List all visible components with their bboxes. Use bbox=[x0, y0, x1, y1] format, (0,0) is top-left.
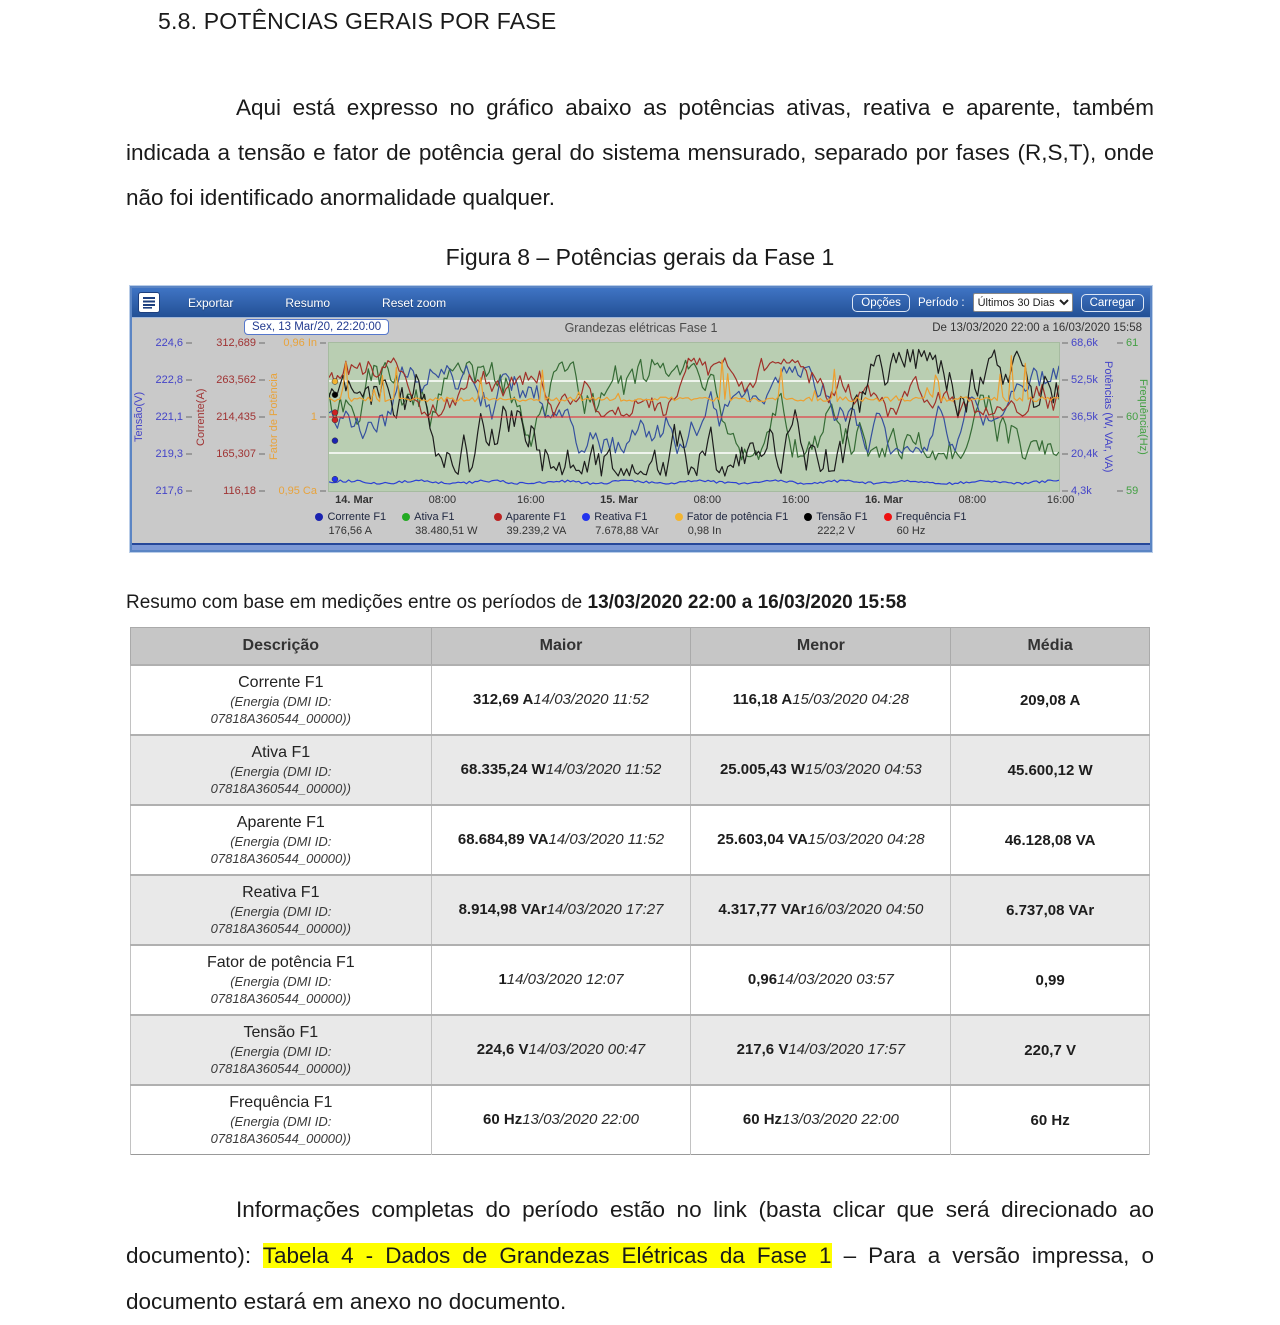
x-tick-label: 16:00 bbox=[516, 494, 545, 506]
x-tick-label: 08:00 bbox=[958, 494, 987, 506]
legend-series-value: 38.480,51 W bbox=[415, 525, 478, 537]
device-id: (Energia (DMI ID: 07818A360544_00000)) bbox=[210, 1114, 351, 1146]
axis-tick: 221,1 bbox=[155, 411, 192, 423]
legend-series-name: Tensão F1 bbox=[816, 511, 868, 523]
table-header-row bbox=[131, 628, 1150, 666]
device-id: (Energia (DMI ID: 07818A360544_00000)) bbox=[210, 694, 351, 726]
menor-value: 4.317,77 VAr16/03/2020 04:50 bbox=[718, 901, 924, 918]
tooltip-marker bbox=[332, 476, 338, 482]
legend-item[interactable] bbox=[315, 510, 386, 538]
period-select[interactable] bbox=[973, 293, 1073, 312]
frequencia-axis-ticks bbox=[1115, 337, 1139, 497]
series-line bbox=[329, 358, 1059, 417]
figure-caption: Figura 8 – Potências gerais da Fase 1 bbox=[445, 244, 835, 270]
legend-series-name: Reativa F1 bbox=[594, 511, 648, 523]
legend-item[interactable] bbox=[494, 510, 567, 538]
menu-icon[interactable] bbox=[138, 292, 160, 313]
chart-date-range: De 13/03/2020 22:00 a 16/03/2020 15:58 bbox=[932, 322, 1142, 334]
axis-tick: 165,307 bbox=[216, 448, 265, 460]
measure-name: Fator de potência F1 bbox=[206, 954, 355, 971]
table-row bbox=[131, 1015, 1150, 1085]
maior-value: 224,6 V14/03/2020 00:47 bbox=[476, 1041, 646, 1058]
legend-series-name: Corrente F1 bbox=[327, 511, 387, 523]
plot-wrapper bbox=[328, 340, 1060, 494]
maior-value: 114/03/2020 12:07 bbox=[498, 971, 624, 988]
legend-series-name: Aparente F1 bbox=[505, 511, 567, 523]
device-id: (Energia (DMI ID: 07818A360544_00000)) bbox=[210, 834, 351, 866]
section-heading: 5.8. POTÊNCIAS GERAIS POR FASE bbox=[158, 8, 557, 34]
x-tick-label: 15. Mar bbox=[600, 494, 638, 506]
potencias-axis-ticks bbox=[1060, 337, 1100, 497]
frequencia-axis-title: Frequência(Hz) bbox=[1137, 379, 1149, 455]
legend-dot-icon bbox=[494, 513, 502, 521]
legend-dot-icon bbox=[675, 513, 683, 521]
reset-zoom-button[interactable]: Reset zoom bbox=[382, 295, 447, 310]
table-row bbox=[131, 1085, 1150, 1155]
media-value: 209,08 A bbox=[1019, 691, 1081, 709]
media-value: 45.600,12 W bbox=[1007, 761, 1093, 779]
legend-item[interactable] bbox=[402, 510, 477, 538]
measure-name: Aparente F1 bbox=[236, 814, 325, 831]
axis-tick: 0,96 In bbox=[283, 337, 326, 349]
table-column-header: Descrição bbox=[131, 628, 432, 666]
tensao-axis-ticks bbox=[147, 337, 194, 497]
legend-series-value: 39.239,2 VA bbox=[506, 525, 567, 537]
summary-table bbox=[130, 627, 1150, 1155]
x-tick-label: 16:00 bbox=[1046, 494, 1075, 506]
axis-tick: 36,5k bbox=[1062, 411, 1098, 423]
device-id: (Energia (DMI ID: 07818A360544_00000)) bbox=[210, 764, 351, 796]
table-row bbox=[131, 875, 1150, 945]
export-menu[interactable]: Exportar bbox=[188, 295, 234, 310]
x-tick-label: 14. Mar bbox=[335, 494, 374, 506]
options-button[interactable]: Opções bbox=[852, 294, 910, 312]
potencias-axis-title: Potências (W, VAr, VA) bbox=[1102, 361, 1114, 473]
chart-area bbox=[132, 337, 1150, 497]
resumo-period: 13/03/2020 22:00 a 16/03/2020 15:58 bbox=[587, 592, 907, 613]
menor-value: 217,6 V14/03/2020 17:57 bbox=[736, 1041, 906, 1058]
tooltip-marker bbox=[332, 379, 338, 385]
fator-axis-ticks bbox=[278, 337, 328, 497]
closing-text-before: Informações completas do período estão no link (basta clicar que será direcionado ao documento): bbox=[126, 1197, 1154, 1268]
x-tick-label: 16:00 bbox=[781, 494, 810, 506]
legend-dot-icon bbox=[582, 513, 590, 521]
legend-series-value: 176,56 A bbox=[328, 525, 372, 537]
resumo-menu[interactable]: Resumo bbox=[285, 295, 331, 310]
axis-tick: 0,95 Ca bbox=[278, 485, 326, 497]
tooltip-marker bbox=[332, 410, 338, 416]
axis-tick: 59 bbox=[1117, 485, 1138, 497]
menor-value: 0,9614/03/2020 03:57 bbox=[747, 971, 894, 988]
media-value: 0,99 bbox=[1035, 971, 1065, 989]
axis-tick: 217,6 bbox=[155, 485, 192, 497]
plot-region[interactable] bbox=[328, 342, 1060, 492]
series-line bbox=[329, 349, 1059, 476]
tensao-axis-title: Tensão(V) bbox=[133, 391, 145, 443]
legend-series-name: Fator de potência F1 bbox=[686, 511, 789, 523]
chart-tooltip: Sex, 13 Mar/20, 22:20:00 bbox=[244, 319, 389, 335]
chart-widget bbox=[130, 286, 1152, 552]
chart-toolbar bbox=[132, 288, 1150, 317]
corrente-axis-title: Corrente(A) bbox=[195, 388, 207, 446]
axis-tick: 214,435 bbox=[216, 411, 265, 423]
axis-tick: 263,562 bbox=[216, 374, 265, 386]
measure-name: Corrente F1 bbox=[238, 674, 324, 691]
table-column-header: Menor bbox=[691, 628, 951, 666]
axis-tick: 116,18 bbox=[223, 485, 265, 497]
menor-value: 60 Hz13/03/2020 22:00 bbox=[742, 1111, 899, 1128]
x-tick-label: 08:00 bbox=[428, 494, 457, 506]
tabela4-link[interactable]: Tabela 4 - Dados de Grandezas Elétricas da Fase 1 bbox=[262, 1243, 832, 1268]
legend-series-value: 60 Hz bbox=[896, 525, 926, 537]
table-row bbox=[131, 805, 1150, 875]
widget-bottom-bar bbox=[132, 543, 1150, 550]
device-id: (Energia (DMI ID: 07818A360544_00000)) bbox=[210, 1044, 351, 1076]
table-column-header: Maior bbox=[431, 628, 691, 666]
axis-tick: 312,689 bbox=[216, 337, 265, 349]
period-label: Período : bbox=[917, 296, 965, 309]
media-value: 220,7 V bbox=[1024, 1041, 1076, 1059]
axis-tick: 1 bbox=[311, 411, 326, 423]
menor-value: 25.005,43 W15/03/2020 04:53 bbox=[719, 761, 922, 778]
legend-series-value: 7.678,88 VAr bbox=[595, 525, 659, 537]
legend-item[interactable] bbox=[884, 510, 967, 538]
menor-value: 25.603,04 VA15/03/2020 04:28 bbox=[717, 831, 925, 848]
legend-dot-icon bbox=[884, 513, 892, 521]
legend-series-name: Ativa F1 bbox=[414, 511, 455, 523]
load-button[interactable]: Carregar bbox=[1081, 294, 1144, 312]
axis-tick: 4,3k bbox=[1062, 485, 1092, 497]
maior-value: 60 Hz13/03/2020 22:00 bbox=[483, 1111, 639, 1128]
table-row bbox=[131, 735, 1150, 805]
media-value: 46.128,08 VA bbox=[1004, 831, 1096, 849]
corrente-axis-ticks bbox=[209, 337, 267, 497]
measure-name: Frequência F1 bbox=[229, 1094, 333, 1111]
legend-dot-icon bbox=[315, 513, 323, 521]
tooltip-marker bbox=[332, 417, 338, 423]
closing-text-after: – Para a versão impressa, o documento estará em anexo no documento. bbox=[126, 1243, 1154, 1314]
axis-tick: 61 bbox=[1117, 337, 1138, 349]
series-line bbox=[329, 366, 1059, 454]
legend-series-value: 0,98 In bbox=[687, 525, 722, 537]
axis-tick: 60 bbox=[1117, 411, 1138, 423]
axis-tick: 52,5k bbox=[1062, 374, 1098, 386]
table-column-header: Média bbox=[951, 628, 1150, 666]
intro-paragraph: Aqui está expresso no gráfico abaixo as potências ativas, reativa e aparente, também indicada a tensão e fator de potência geral do sistema mensurado, separado por fases (R,S,T), onde não foi identificado anormalidade qualquer. bbox=[126, 95, 1154, 210]
resumo-text: Resumo com base em medições entre os períodos de bbox=[126, 592, 588, 613]
tooltip-marker bbox=[332, 392, 338, 398]
series-line bbox=[329, 480, 1059, 485]
table-row bbox=[131, 945, 1150, 1015]
x-tick-label: 08:00 bbox=[693, 494, 722, 506]
tooltip-marker bbox=[332, 438, 338, 444]
legend-dot-icon bbox=[804, 513, 812, 521]
measure-name: Ativa F1 bbox=[251, 744, 311, 761]
maior-value: 68.335,24 W14/03/2020 11:52 bbox=[460, 761, 662, 778]
media-value: 60 Hz bbox=[1030, 1111, 1070, 1129]
x-tick-label: 16. Mar bbox=[865, 494, 903, 506]
device-id: (Energia (DMI ID: 07818A360544_00000)) bbox=[210, 974, 351, 1006]
axis-tick: 68,6k bbox=[1062, 337, 1098, 349]
menor-value: 116,18 A15/03/2020 04:28 bbox=[732, 691, 909, 708]
legend-item[interactable] bbox=[804, 510, 867, 538]
resumo-line bbox=[126, 592, 1154, 614]
axis-tick: 219,3 bbox=[155, 448, 192, 460]
table-row bbox=[131, 665, 1150, 735]
measure-name: Tensão F1 bbox=[243, 1024, 319, 1041]
axis-tick: 222,8 bbox=[155, 374, 192, 386]
legend-series-value: 222,2 V bbox=[817, 525, 856, 537]
axis-tick: 224,6 bbox=[155, 337, 192, 349]
device-id: (Energia (DMI ID: 07818A360544_00000)) bbox=[210, 904, 351, 936]
legend-item[interactable] bbox=[582, 510, 658, 538]
closing-paragraph bbox=[126, 1187, 1154, 1325]
x-axis-labels bbox=[332, 494, 1075, 509]
maior-value: 68.684,89 VA14/03/2020 11:52 bbox=[457, 831, 665, 848]
maior-value: 8.914,98 VAr14/03/2020 17:27 bbox=[458, 901, 664, 918]
maior-value: 312,69 A14/03/2020 11:52 bbox=[473, 691, 650, 708]
fator-axis-title: Fator de Potência bbox=[268, 373, 280, 461]
chart-title: Grandezas elétricas Fase 1 bbox=[564, 321, 718, 335]
legend-item[interactable] bbox=[675, 510, 789, 538]
media-value: 6.737,08 VAr bbox=[1006, 901, 1095, 919]
legend-dot-icon bbox=[402, 513, 410, 521]
axis-tick: 20,4k bbox=[1062, 448, 1098, 460]
measure-name: Reativa F1 bbox=[242, 884, 320, 901]
chart-legend bbox=[132, 509, 1150, 542]
legend-series-name: Frequência F1 bbox=[895, 511, 967, 523]
